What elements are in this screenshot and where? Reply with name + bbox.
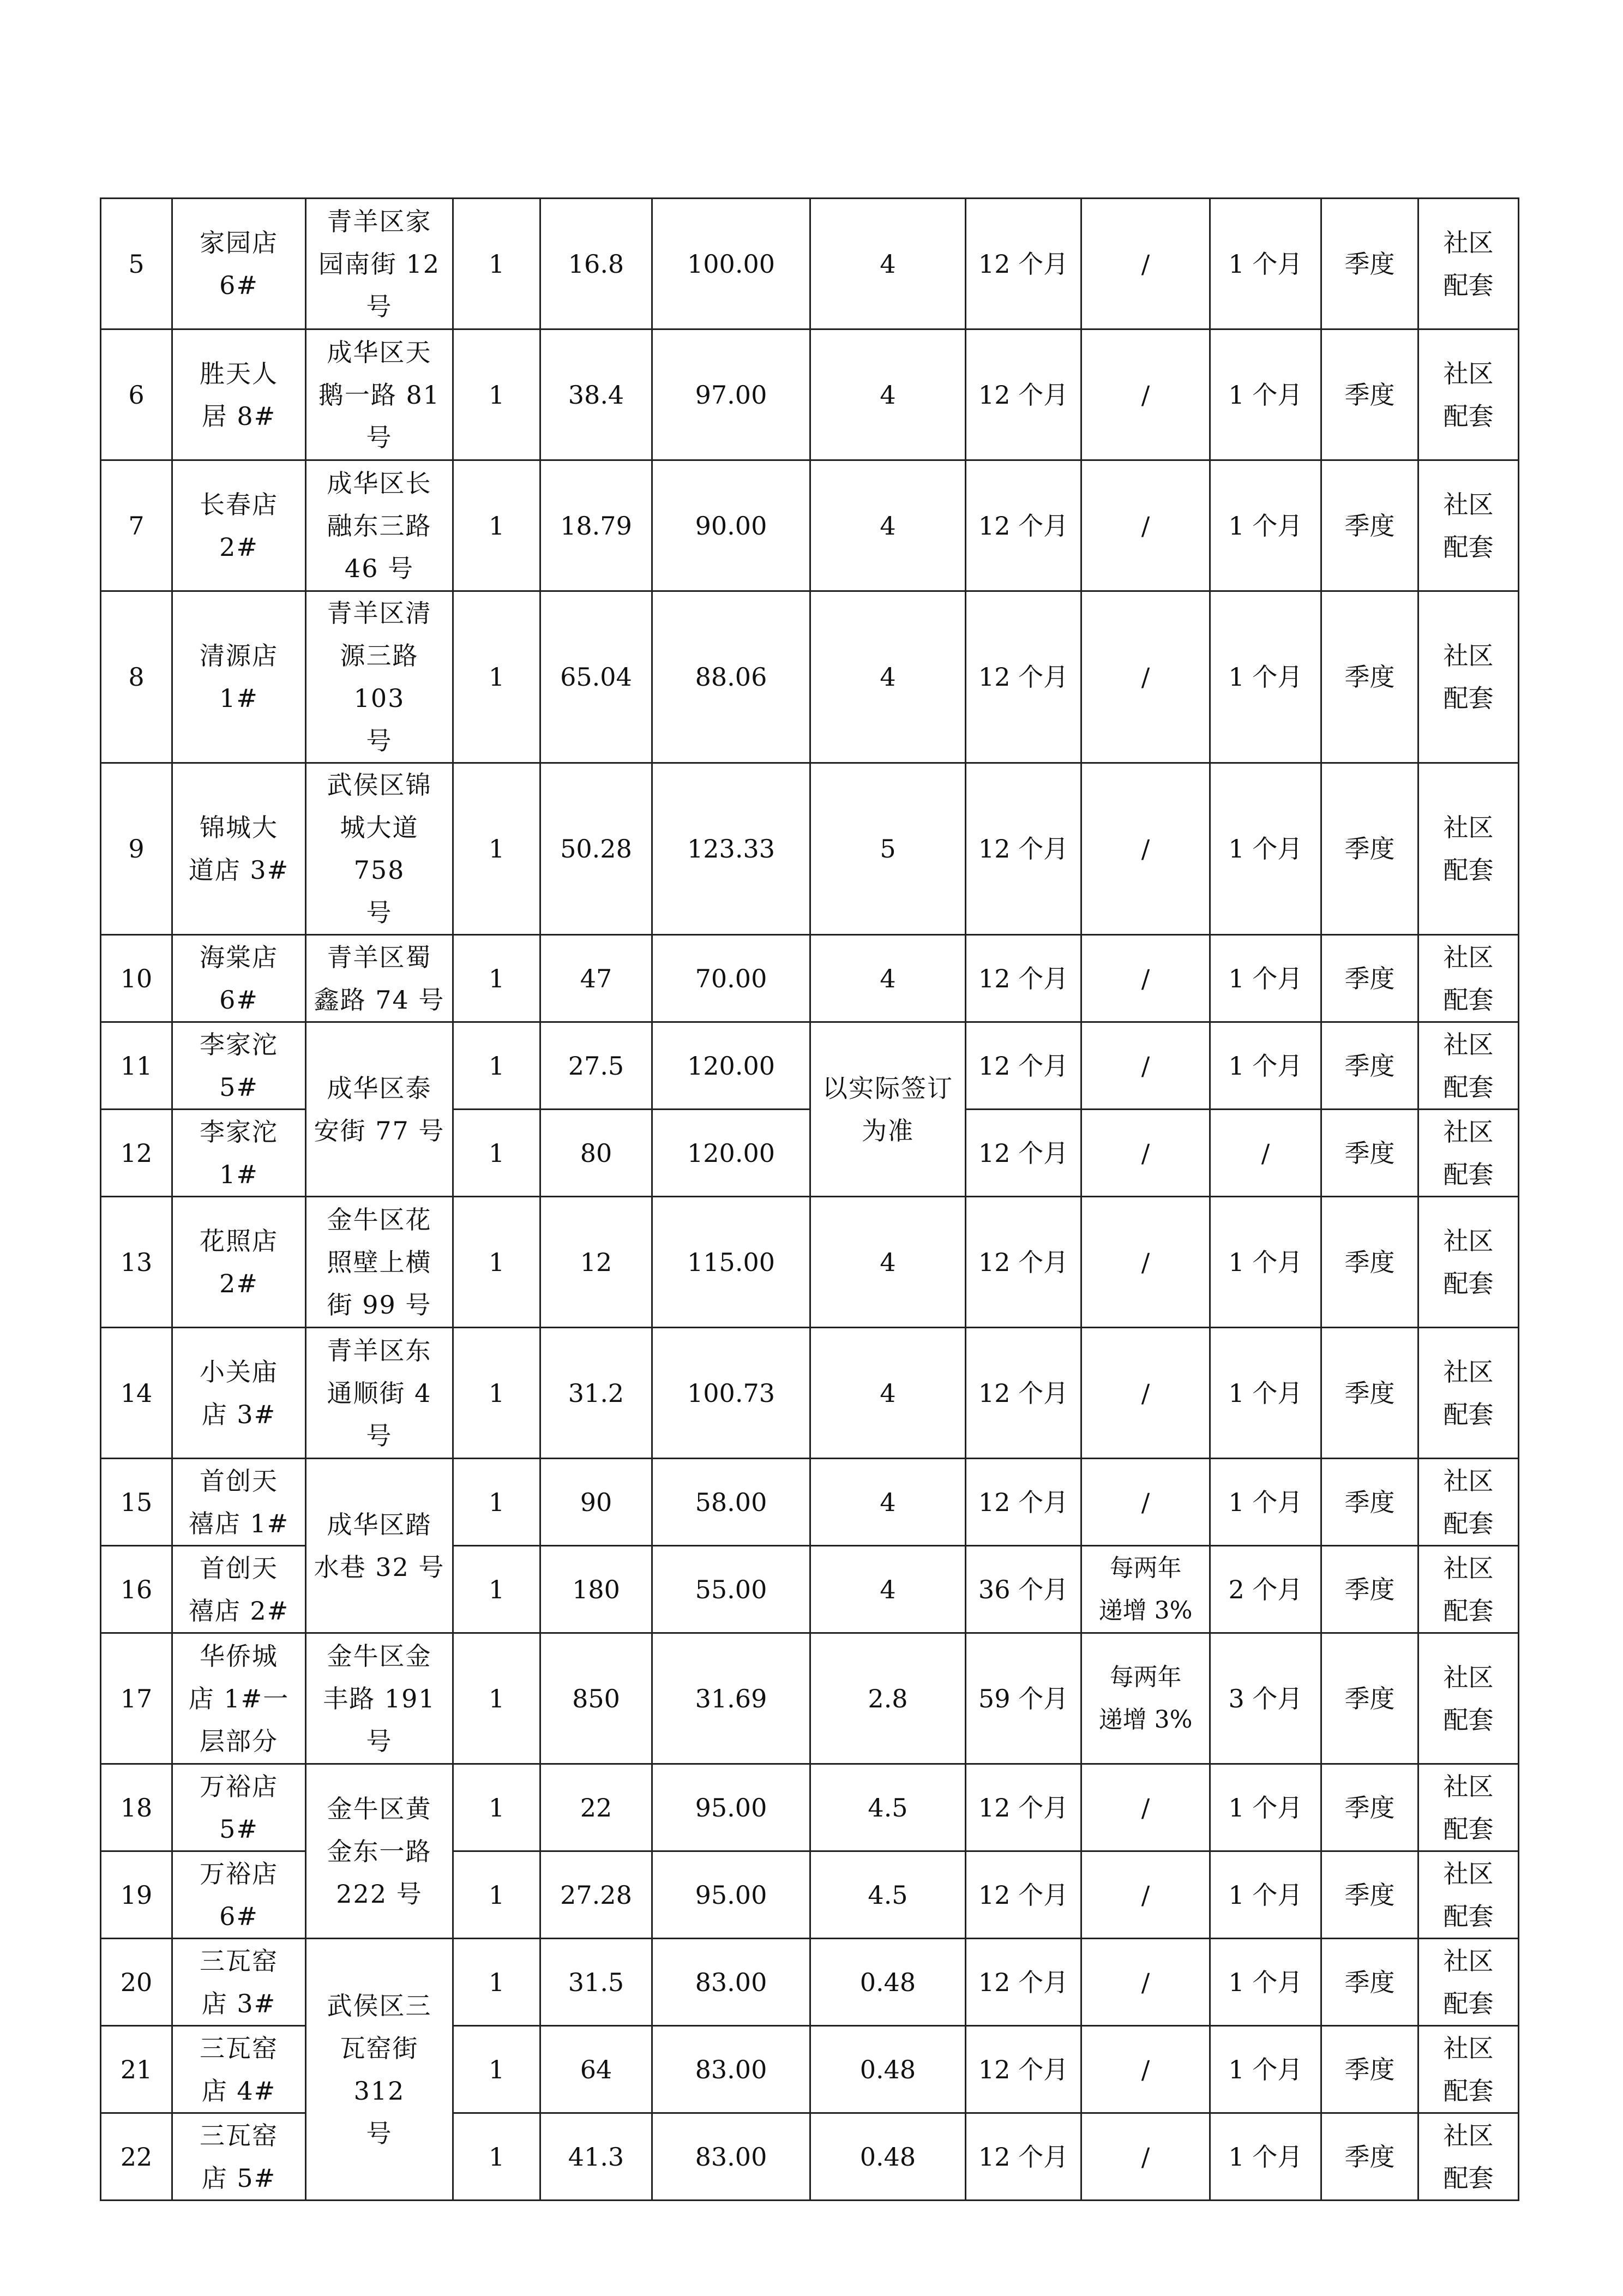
area: 50.28	[540, 763, 652, 935]
quantity: 1	[453, 199, 540, 329]
deposit: 4	[810, 460, 966, 591]
rent-price: 88.06	[652, 591, 810, 763]
area: 47	[540, 935, 652, 1022]
rent-increase: /	[1081, 199, 1210, 329]
area: 27.5	[540, 1022, 652, 1110]
quantity: 1	[453, 591, 540, 763]
quantity: 1	[453, 935, 540, 1022]
table-row	[101, 935, 1519, 1022]
area: 31.5	[540, 1939, 652, 2026]
lease-term: 12 个月	[966, 1851, 1081, 1939]
lease-term: 12 个月	[966, 935, 1081, 1022]
store-name: 长春店 2#	[172, 460, 306, 591]
table-row	[101, 1939, 1519, 2026]
deposit: 4	[810, 1546, 966, 1633]
rent-increase: /	[1081, 591, 1210, 763]
rent-increase: /	[1081, 1459, 1210, 1546]
rent-increase: /	[1081, 1764, 1210, 1851]
lease-term: 12 个月	[966, 2113, 1081, 2201]
deposit: 4	[810, 935, 966, 1022]
payment-cycle: 季度	[1321, 591, 1418, 763]
row-number: 15	[101, 1459, 172, 1546]
payment-cycle: 季度	[1321, 935, 1418, 1022]
store-address: 金牛区金 丰路 191 号	[306, 1633, 453, 1764]
payment-cycle: 季度	[1321, 199, 1418, 329]
row-number: 11	[101, 1022, 172, 1110]
table-row	[101, 1197, 1519, 1328]
payment-cycle: 季度	[1321, 1633, 1418, 1764]
table-row	[101, 329, 1519, 460]
rent-free-period: 3 个月	[1210, 1633, 1321, 1764]
payment-cycle: 季度	[1321, 1110, 1418, 1197]
payment-cycle: 季度	[1321, 1851, 1418, 1939]
row-number: 7	[101, 460, 172, 591]
usage: 社区 配套	[1418, 1022, 1519, 1110]
row-number: 10	[101, 935, 172, 1022]
deposit: 4.5	[810, 1851, 966, 1939]
rent-free-period: 2 个月	[1210, 1546, 1321, 1633]
row-number: 19	[101, 1851, 172, 1939]
usage: 社区 配套	[1418, 591, 1519, 763]
store-address: 金牛区花 照壁上横 街 99 号	[306, 1197, 453, 1328]
rent-increase: /	[1081, 1939, 1210, 2026]
rent-increase: /	[1081, 1851, 1210, 1939]
area: 12	[540, 1197, 652, 1328]
rent-price: 115.00	[652, 1197, 810, 1328]
quantity: 1	[453, 1633, 540, 1764]
quantity: 1	[453, 1022, 540, 1110]
payment-cycle: 季度	[1321, 1546, 1418, 1633]
rent-free-period: 1 个月	[1210, 1197, 1321, 1328]
store-name: 花照店 2#	[172, 1197, 306, 1328]
payment-cycle: 季度	[1321, 329, 1418, 460]
row-number: 13	[101, 1197, 172, 1328]
usage: 社区 配套	[1418, 460, 1519, 591]
deposit: 4	[810, 1328, 966, 1459]
rent-price: 100.00	[652, 199, 810, 329]
deposit: 2.8	[810, 1633, 966, 1764]
usage: 社区 配套	[1418, 1546, 1519, 1633]
rent-increase: /	[1081, 1197, 1210, 1328]
rent-price: 123.33	[652, 763, 810, 935]
lease-term: 12 个月	[966, 1110, 1081, 1197]
store-name: 华侨城 店 1#一 层部分	[172, 1633, 306, 1764]
quantity: 1	[453, 1197, 540, 1328]
store-name: 李家沱 1#	[172, 1110, 306, 1197]
rent-free-period: /	[1210, 1110, 1321, 1197]
usage: 社区 配套	[1418, 1939, 1519, 2026]
rent-price: 100.73	[652, 1328, 810, 1459]
area: 38.4	[540, 329, 652, 460]
table-row	[101, 1633, 1519, 1764]
store-name: 三瓦窑 店 5#	[172, 2113, 306, 2201]
store-address: 成华区泰 安街 77 号	[306, 1022, 453, 1197]
store-name: 家园店 6#	[172, 199, 306, 329]
table-row	[101, 1459, 1519, 1546]
payment-cycle: 季度	[1321, 1939, 1418, 2026]
lease-term: 12 个月	[966, 763, 1081, 935]
rent-free-period: 1 个月	[1210, 2113, 1321, 2201]
area: 65.04	[540, 591, 652, 763]
row-number: 17	[101, 1633, 172, 1764]
quantity: 1	[453, 460, 540, 591]
store-address: 成华区天 鹅一路 81 号	[306, 329, 453, 460]
usage: 社区 配套	[1418, 935, 1519, 1022]
rent-price: 55.00	[652, 1546, 810, 1633]
lease-term: 12 个月	[966, 1197, 1081, 1328]
lease-term: 12 个月	[966, 329, 1081, 460]
area: 27.28	[540, 1851, 652, 1939]
rent-price: 120.00	[652, 1022, 810, 1110]
deposit: 5	[810, 763, 966, 935]
lease-term: 12 个月	[966, 591, 1081, 763]
rent-increase: /	[1081, 1022, 1210, 1110]
rent-increase: /	[1081, 329, 1210, 460]
lease-term: 12 个月	[966, 2026, 1081, 2113]
rent-increase: /	[1081, 460, 1210, 591]
rent-free-period: 1 个月	[1210, 1939, 1321, 2026]
usage: 社区 配套	[1418, 1851, 1519, 1939]
rent-price: 83.00	[652, 1939, 810, 2026]
store-address: 金牛区黄 金东一路 222 号	[306, 1764, 453, 1939]
store-address: 武侯区三 瓦窑街 312 号	[306, 1939, 453, 2201]
rent-increase: /	[1081, 1328, 1210, 1459]
quantity: 1	[453, 1764, 540, 1851]
store-address: 成华区长 融东三路 46 号	[306, 460, 453, 591]
deposit: 4	[810, 1459, 966, 1546]
quantity: 1	[453, 763, 540, 935]
usage: 社区 配套	[1418, 199, 1519, 329]
deposit: 以实际签订 为准	[810, 1022, 966, 1197]
deposit: 0.48	[810, 2026, 966, 2113]
deposit: 4	[810, 1197, 966, 1328]
rent-increase: /	[1081, 935, 1210, 1022]
deposit: 0.48	[810, 1939, 966, 2026]
lease-term: 12 个月	[966, 199, 1081, 329]
area: 180	[540, 1546, 652, 1633]
area: 22	[540, 1764, 652, 1851]
deposit: 0.48	[810, 2113, 966, 2201]
quantity: 1	[453, 1110, 540, 1197]
rent-free-period: 1 个月	[1210, 199, 1321, 329]
lease-term: 12 个月	[966, 1939, 1081, 2026]
rent-increase: /	[1081, 2026, 1210, 2113]
row-number: 21	[101, 2026, 172, 2113]
lease-term: 12 个月	[966, 460, 1081, 591]
rent-increase: /	[1081, 2113, 1210, 2201]
rent-price: 120.00	[652, 1110, 810, 1197]
lease-term: 12 个月	[966, 1459, 1081, 1546]
rent-price: 70.00	[652, 935, 810, 1022]
table-row	[101, 763, 1519, 935]
row-number: 18	[101, 1764, 172, 1851]
rent-increase: 每两年 递增 3%	[1081, 1633, 1210, 1764]
store-address: 成华区踏 水巷 32 号	[306, 1459, 453, 1633]
store-name: 海棠店 6#	[172, 935, 306, 1022]
row-number: 8	[101, 591, 172, 763]
rent-price: 31.69	[652, 1633, 810, 1764]
rent-price: 58.00	[652, 1459, 810, 1546]
store-name: 胜天人 居 8#	[172, 329, 306, 460]
rent-price: 95.00	[652, 1764, 810, 1851]
quantity: 1	[453, 1546, 540, 1633]
row-number: 14	[101, 1328, 172, 1459]
store-name: 首创天 禧店 2#	[172, 1546, 306, 1633]
area: 18.79	[540, 460, 652, 591]
area: 16.8	[540, 199, 652, 329]
table-row	[101, 591, 1519, 763]
rent-increase: /	[1081, 1110, 1210, 1197]
rent-free-period: 1 个月	[1210, 1328, 1321, 1459]
quantity: 1	[453, 2113, 540, 2201]
lease-table	[100, 197, 1519, 2201]
row-number: 9	[101, 763, 172, 935]
payment-cycle: 季度	[1321, 763, 1418, 935]
row-number: 12	[101, 1110, 172, 1197]
rent-free-period: 1 个月	[1210, 1851, 1321, 1939]
usage: 社区 配套	[1418, 763, 1519, 935]
area: 64	[540, 2026, 652, 2113]
rent-free-period: 1 个月	[1210, 1022, 1321, 1110]
store-address: 青羊区东 通顺街 4 号	[306, 1328, 453, 1459]
area: 850	[540, 1633, 652, 1764]
table-row	[101, 199, 1519, 329]
lease-term: 12 个月	[966, 1328, 1081, 1459]
payment-cycle: 季度	[1321, 460, 1418, 591]
usage: 社区 配套	[1418, 2026, 1519, 2113]
row-number: 20	[101, 1939, 172, 2026]
lease-term: 12 个月	[966, 1764, 1081, 1851]
deposit: 4.5	[810, 1764, 966, 1851]
usage: 社区 配套	[1418, 329, 1519, 460]
area: 31.2	[540, 1328, 652, 1459]
payment-cycle: 季度	[1321, 1764, 1418, 1851]
payment-cycle: 季度	[1321, 1197, 1418, 1328]
rent-free-period: 1 个月	[1210, 329, 1321, 460]
lease-term: 12 个月	[966, 1022, 1081, 1110]
payment-cycle: 季度	[1321, 2113, 1418, 2201]
rent-free-period: 1 个月	[1210, 1459, 1321, 1546]
rent-price: 95.00	[652, 1851, 810, 1939]
lease-term: 36 个月	[966, 1546, 1081, 1633]
rent-free-period: 1 个月	[1210, 591, 1321, 763]
table-row	[101, 1764, 1519, 1851]
rent-increase: /	[1081, 763, 1210, 935]
table-row	[101, 1022, 1519, 1110]
quantity: 1	[453, 1939, 540, 2026]
rent-price: 83.00	[652, 2026, 810, 2113]
rent-price: 90.00	[652, 460, 810, 591]
store-name: 清源店 1#	[172, 591, 306, 763]
store-name: 首创天 禧店 1#	[172, 1459, 306, 1546]
rent-free-period: 1 个月	[1210, 2026, 1321, 2113]
area: 80	[540, 1110, 652, 1197]
quantity: 1	[453, 2026, 540, 2113]
store-name: 锦城大 道店 3#	[172, 763, 306, 935]
rent-free-period: 1 个月	[1210, 935, 1321, 1022]
usage: 社区 配套	[1418, 1633, 1519, 1764]
store-name: 万裕店 6#	[172, 1851, 306, 1939]
usage: 社区 配套	[1418, 1459, 1519, 1546]
quantity: 1	[453, 1328, 540, 1459]
usage: 社区 配套	[1418, 1110, 1519, 1197]
row-number: 5	[101, 199, 172, 329]
rent-free-period: 1 个月	[1210, 763, 1321, 935]
quantity: 1	[453, 329, 540, 460]
area: 41.3	[540, 2113, 652, 2201]
lease-term: 59 个月	[966, 1633, 1081, 1764]
row-number: 22	[101, 2113, 172, 2201]
usage: 社区 配套	[1418, 1764, 1519, 1851]
row-number: 16	[101, 1546, 172, 1633]
store-address: 武侯区锦 城大道 758 号	[306, 763, 453, 935]
rent-increase: 每两年 递增 3%	[1081, 1546, 1210, 1633]
rent-price: 83.00	[652, 2113, 810, 2201]
table-row	[101, 1328, 1519, 1459]
area: 90	[540, 1459, 652, 1546]
store-name: 小关庙 店 3#	[172, 1328, 306, 1459]
deposit: 4	[810, 329, 966, 460]
row-number: 6	[101, 329, 172, 460]
store-name: 李家沱 5#	[172, 1022, 306, 1110]
payment-cycle: 季度	[1321, 1328, 1418, 1459]
store-name: 三瓦窑 店 3#	[172, 1939, 306, 2026]
usage: 社区 配套	[1418, 2113, 1519, 2201]
rent-price: 97.00	[652, 329, 810, 460]
usage: 社区 配套	[1418, 1197, 1519, 1328]
store-address: 青羊区蜀 鑫路 74 号	[306, 935, 453, 1022]
rent-free-period: 1 个月	[1210, 1764, 1321, 1851]
store-address: 青羊区清 源三路 103 号	[306, 591, 453, 763]
store-name: 万裕店 5#	[172, 1764, 306, 1851]
deposit: 4	[810, 199, 966, 329]
store-address: 青羊区家 园南街 12 号	[306, 199, 453, 329]
store-name: 三瓦窑 店 4#	[172, 2026, 306, 2113]
payment-cycle: 季度	[1321, 1459, 1418, 1546]
payment-cycle: 季度	[1321, 2026, 1418, 2113]
deposit: 4	[810, 591, 966, 763]
rent-free-period: 1 个月	[1210, 460, 1321, 591]
quantity: 1	[453, 1851, 540, 1939]
payment-cycle: 季度	[1321, 1022, 1418, 1110]
quantity: 1	[453, 1459, 540, 1546]
usage: 社区 配套	[1418, 1328, 1519, 1459]
table-row	[101, 460, 1519, 591]
